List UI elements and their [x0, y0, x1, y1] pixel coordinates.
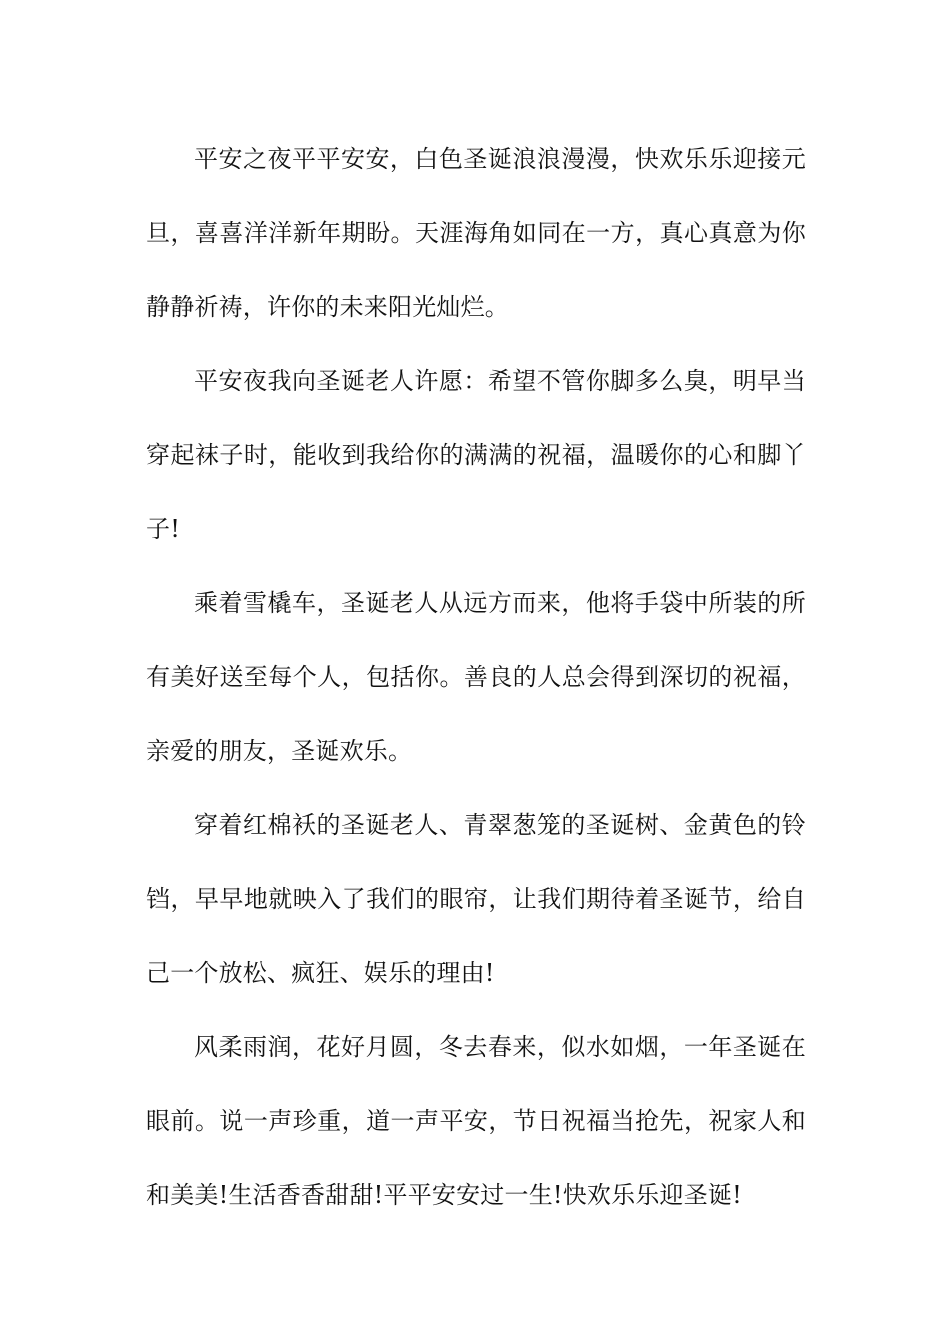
- paragraph-5: 风柔雨润，花好月圆，冬去春来，似水如烟，一年圣诞在眼前。说一声珍重，道一声平安，节日祝福当抢先，祝家人和和美美!生活香香甜甜!平平安安过一生!快欢乐乐迎圣诞!: [146, 1033, 806, 1209]
- paragraph-2: 平安夜我向圣诞老人许愿：希望不管你脚多么臭，明早当穿起袜子时，能收到我给你的满满的祝福，温暖你的心和脚丫子!: [146, 367, 806, 543]
- paragraph-1: 平安之夜平平安安，白色圣诞浪浪漫漫，快欢乐乐迎接元旦，喜喜洋洋新年期盼。天涯海角如同在一方，真心真意为你静静祈祷，许你的未来阳光灿烂。: [146, 145, 806, 321]
- document-body: [146, 122, 806, 1232]
- paragraph-4: 穿着红棉袄的圣诞老人、青翠葱笼的圣诞树、金黄色的铃铛，早早地就映入了我们的眼帘，让我们期待着圣诞节，给自己一个放松、疯狂、娱乐的理由!: [146, 811, 806, 987]
- paragraph-3: 乘着雪橇车，圣诞老人从远方而来，他将手袋中所装的所有美好送至每个人，包括你。善良的人总会得到深切的祝福，亲爱的朋友，圣诞欢乐。: [146, 589, 806, 765]
